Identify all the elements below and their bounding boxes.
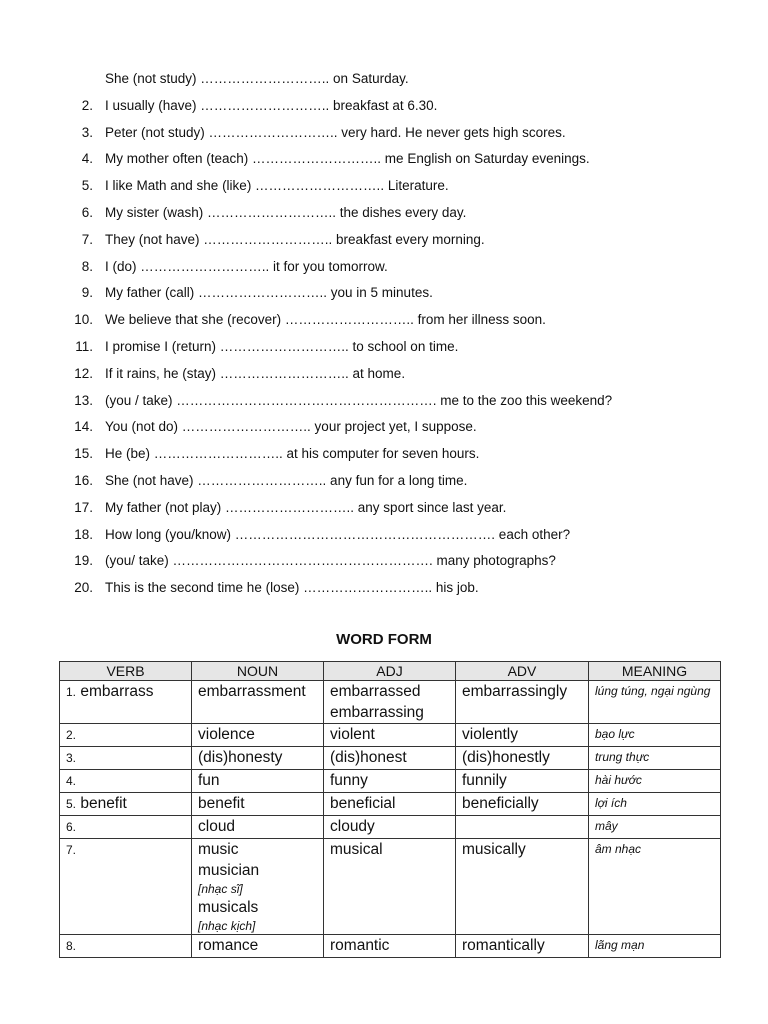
exercise-sentence: I like Math and she (like) ……………………….. Literature.	[105, 178, 449, 194]
noun-cell: embarrassment	[192, 681, 324, 724]
table-row	[60, 839, 721, 935]
noun-cell: (dis)honesty	[192, 747, 324, 770]
row-number: 7.	[66, 843, 77, 857]
exercise-item	[0, 388, 768, 415]
exercise-sentence: Peter (not study) ……………………….. very hard. He never gets high scores.	[105, 124, 566, 140]
verb-cell	[60, 681, 192, 724]
exercise-item	[0, 280, 768, 307]
adj-cell: beneficial	[324, 793, 456, 816]
row-number: 6.	[66, 820, 77, 834]
row-number: 4.	[66, 774, 77, 788]
exercise-sentence: My father (not play) ……………………….. any sport since last year.	[105, 499, 507, 515]
row-number: 8.	[66, 939, 77, 953]
adj-cell: musical	[324, 839, 456, 935]
adv-cell: romantically	[456, 935, 589, 958]
exercise-number: 6.	[81, 204, 93, 220]
exercise-item	[0, 146, 768, 173]
exercise-sentence: She (not study) ……………………….. on Saturday.	[105, 71, 409, 86]
exercise-number: 11.	[75, 338, 93, 354]
exercise-number: 8.	[81, 258, 93, 274]
exercise-item	[0, 307, 768, 334]
header-adv: ADV	[456, 662, 589, 681]
verb-cell	[60, 747, 192, 770]
verb-cell	[60, 724, 192, 747]
exercise-item	[0, 227, 768, 254]
exercise-number: 19.	[74, 553, 93, 569]
exercise-sentence: (you/ take) …………………………………………………. many photographs?	[105, 553, 556, 569]
exercise-item	[0, 173, 768, 200]
exercise-sentence: They (not have) ……………………….. breakfast every morning.	[105, 231, 485, 247]
meaning-cell: lợi ích	[589, 793, 721, 816]
table-row	[60, 816, 721, 839]
meaning-cell: lúng túng, ngại ngùng	[589, 681, 721, 724]
exercise-sentence: My father (call) ……………………….. you in 5 minutes.	[105, 285, 433, 301]
meaning-cell: trung thực	[589, 747, 721, 770]
adv-cell: musically	[456, 839, 589, 935]
noun-word: musician	[198, 862, 260, 879]
exercise-item	[0, 254, 768, 281]
adv-cell: funnily	[456, 770, 589, 793]
adv-cell: (dis)honestly	[456, 747, 589, 770]
exercise-sentence: My sister (wash) ……………………….. the dishes every day.	[105, 204, 467, 220]
exercise-item	[0, 66, 768, 93]
verb-word: benefit	[80, 795, 127, 812]
exercise-number: 20.	[74, 580, 93, 596]
noun-word: musicals	[198, 899, 259, 916]
noun-cell: violence	[192, 724, 324, 747]
adj-cell: (dis)honest	[324, 747, 456, 770]
verb-cell	[60, 770, 192, 793]
exercise-number: 12.	[74, 365, 93, 381]
meaning-cell: mây	[589, 816, 721, 839]
adj-cell: romantic	[324, 935, 456, 958]
adv-cell	[456, 816, 589, 839]
exercise-sentence: You (not do) ……………………….. your project yet, I suppose.	[105, 419, 477, 435]
exercise-number: 18.	[74, 526, 93, 542]
noun-cell: benefit	[192, 793, 324, 816]
exercise-item	[0, 495, 768, 522]
exercise-list	[0, 66, 768, 602]
table-row	[60, 724, 721, 747]
header-noun: NOUN	[192, 662, 324, 681]
meaning-cell: hài hước	[589, 770, 721, 793]
exercise-number: 13.	[74, 392, 93, 408]
word-form-table	[59, 661, 721, 958]
verb-cell	[60, 935, 192, 958]
noun-cell: cloud	[192, 816, 324, 839]
adj-cell: violent	[324, 724, 456, 747]
exercise-sentence: I (do) ……………………….. it for you tomorrow.	[105, 258, 388, 274]
verb-cell	[60, 793, 192, 816]
exercise-number: 10.	[74, 312, 93, 328]
exercise-sentence: I promise I (return) ……………………….. to school on time.	[105, 338, 459, 354]
adj-cell	[324, 681, 456, 724]
exercise-number: 4.	[81, 151, 93, 167]
row-number: 5.	[66, 797, 77, 811]
exercise-item	[0, 548, 768, 575]
exercise-item	[0, 441, 768, 468]
exercise-sentence: My mother often (teach) ……………………….. me English on Saturday evenings.	[105, 151, 590, 167]
exercise-sentence: If it rains, he (stay) ……………………….. at home.	[105, 365, 406, 381]
exercise-number: 17.	[74, 499, 93, 515]
exercise-item	[0, 334, 768, 361]
exercise-item	[0, 361, 768, 388]
noun-note: [nhạc sĩ]	[198, 882, 243, 896]
exercise-sentence: I usually (have) ……………………….. breakfast at 6.30.	[105, 97, 438, 113]
exercise-item	[0, 468, 768, 495]
meaning-cell: âm nhạc	[589, 839, 721, 935]
exercise-item	[0, 414, 768, 441]
table-row	[60, 793, 721, 816]
exercise-number: 15.	[74, 446, 93, 462]
header-meaning: MEANING	[589, 662, 721, 681]
row-number: 1.	[66, 685, 77, 699]
adv-cell: violently	[456, 724, 589, 747]
exercise-item	[0, 200, 768, 227]
verb-cell	[60, 839, 192, 935]
noun-word: music	[198, 841, 239, 858]
exercise-number: 5.	[81, 178, 93, 194]
adj-cell: cloudy	[324, 816, 456, 839]
exercise-sentence: How long (you/know) …………………………………………………. each other?	[105, 526, 571, 542]
exercise-number: 2.	[81, 97, 93, 113]
noun-note: [nhạc kịch]	[198, 919, 256, 933]
row-number: 3.	[66, 751, 77, 765]
adj-word: embarrassed	[330, 683, 421, 700]
header-adj: ADJ	[324, 662, 456, 681]
exercise-item	[0, 575, 768, 602]
exercise-item	[0, 93, 768, 120]
exercise-sentence: (you / take) …………………………………………………. me to the zoo this weekend?	[105, 392, 613, 408]
noun-cell: fun	[192, 770, 324, 793]
adj-word: embarrassing	[330, 704, 424, 721]
exercise-number: 3.	[81, 124, 93, 140]
adv-cell: beneficially	[456, 793, 589, 816]
word-form-title: WORD FORM	[336, 631, 432, 648]
exercise-sentence: She (not have) ……………………….. any fun for a long time.	[105, 472, 468, 488]
verb-word: embarrass	[80, 683, 154, 700]
table-row	[60, 681, 721, 724]
adj-cell: funny	[324, 770, 456, 793]
exercise-number: 7.	[81, 231, 93, 247]
exercise-sentence: This is the second time he (lose) ……………………….. his job.	[105, 580, 479, 596]
exercise-sentence: We believe that she (recover) ……………………….. from her illness soon.	[105, 312, 546, 328]
table-row	[60, 770, 721, 793]
noun-cell	[192, 839, 324, 935]
exercise-item	[0, 522, 768, 549]
exercise-number: 9.	[81, 285, 93, 301]
exercise-sentence: He (be) ……………………….. at his computer for seven hours.	[105, 446, 480, 462]
adv-cell: embarrassingly	[456, 681, 589, 724]
meaning-cell: bạo lực	[589, 724, 721, 747]
noun-cell: romance	[192, 935, 324, 958]
meaning-cell: lãng mạn	[589, 935, 721, 958]
header-verb: VERB	[60, 662, 192, 681]
row-number: 2.	[66, 728, 77, 742]
table-row	[60, 747, 721, 770]
table-row	[60, 935, 721, 958]
table-header-row	[60, 662, 721, 681]
exercise-item	[0, 120, 768, 147]
verb-cell	[60, 816, 192, 839]
exercise-number: 16.	[74, 472, 93, 488]
exercise-number: 14.	[74, 419, 93, 435]
